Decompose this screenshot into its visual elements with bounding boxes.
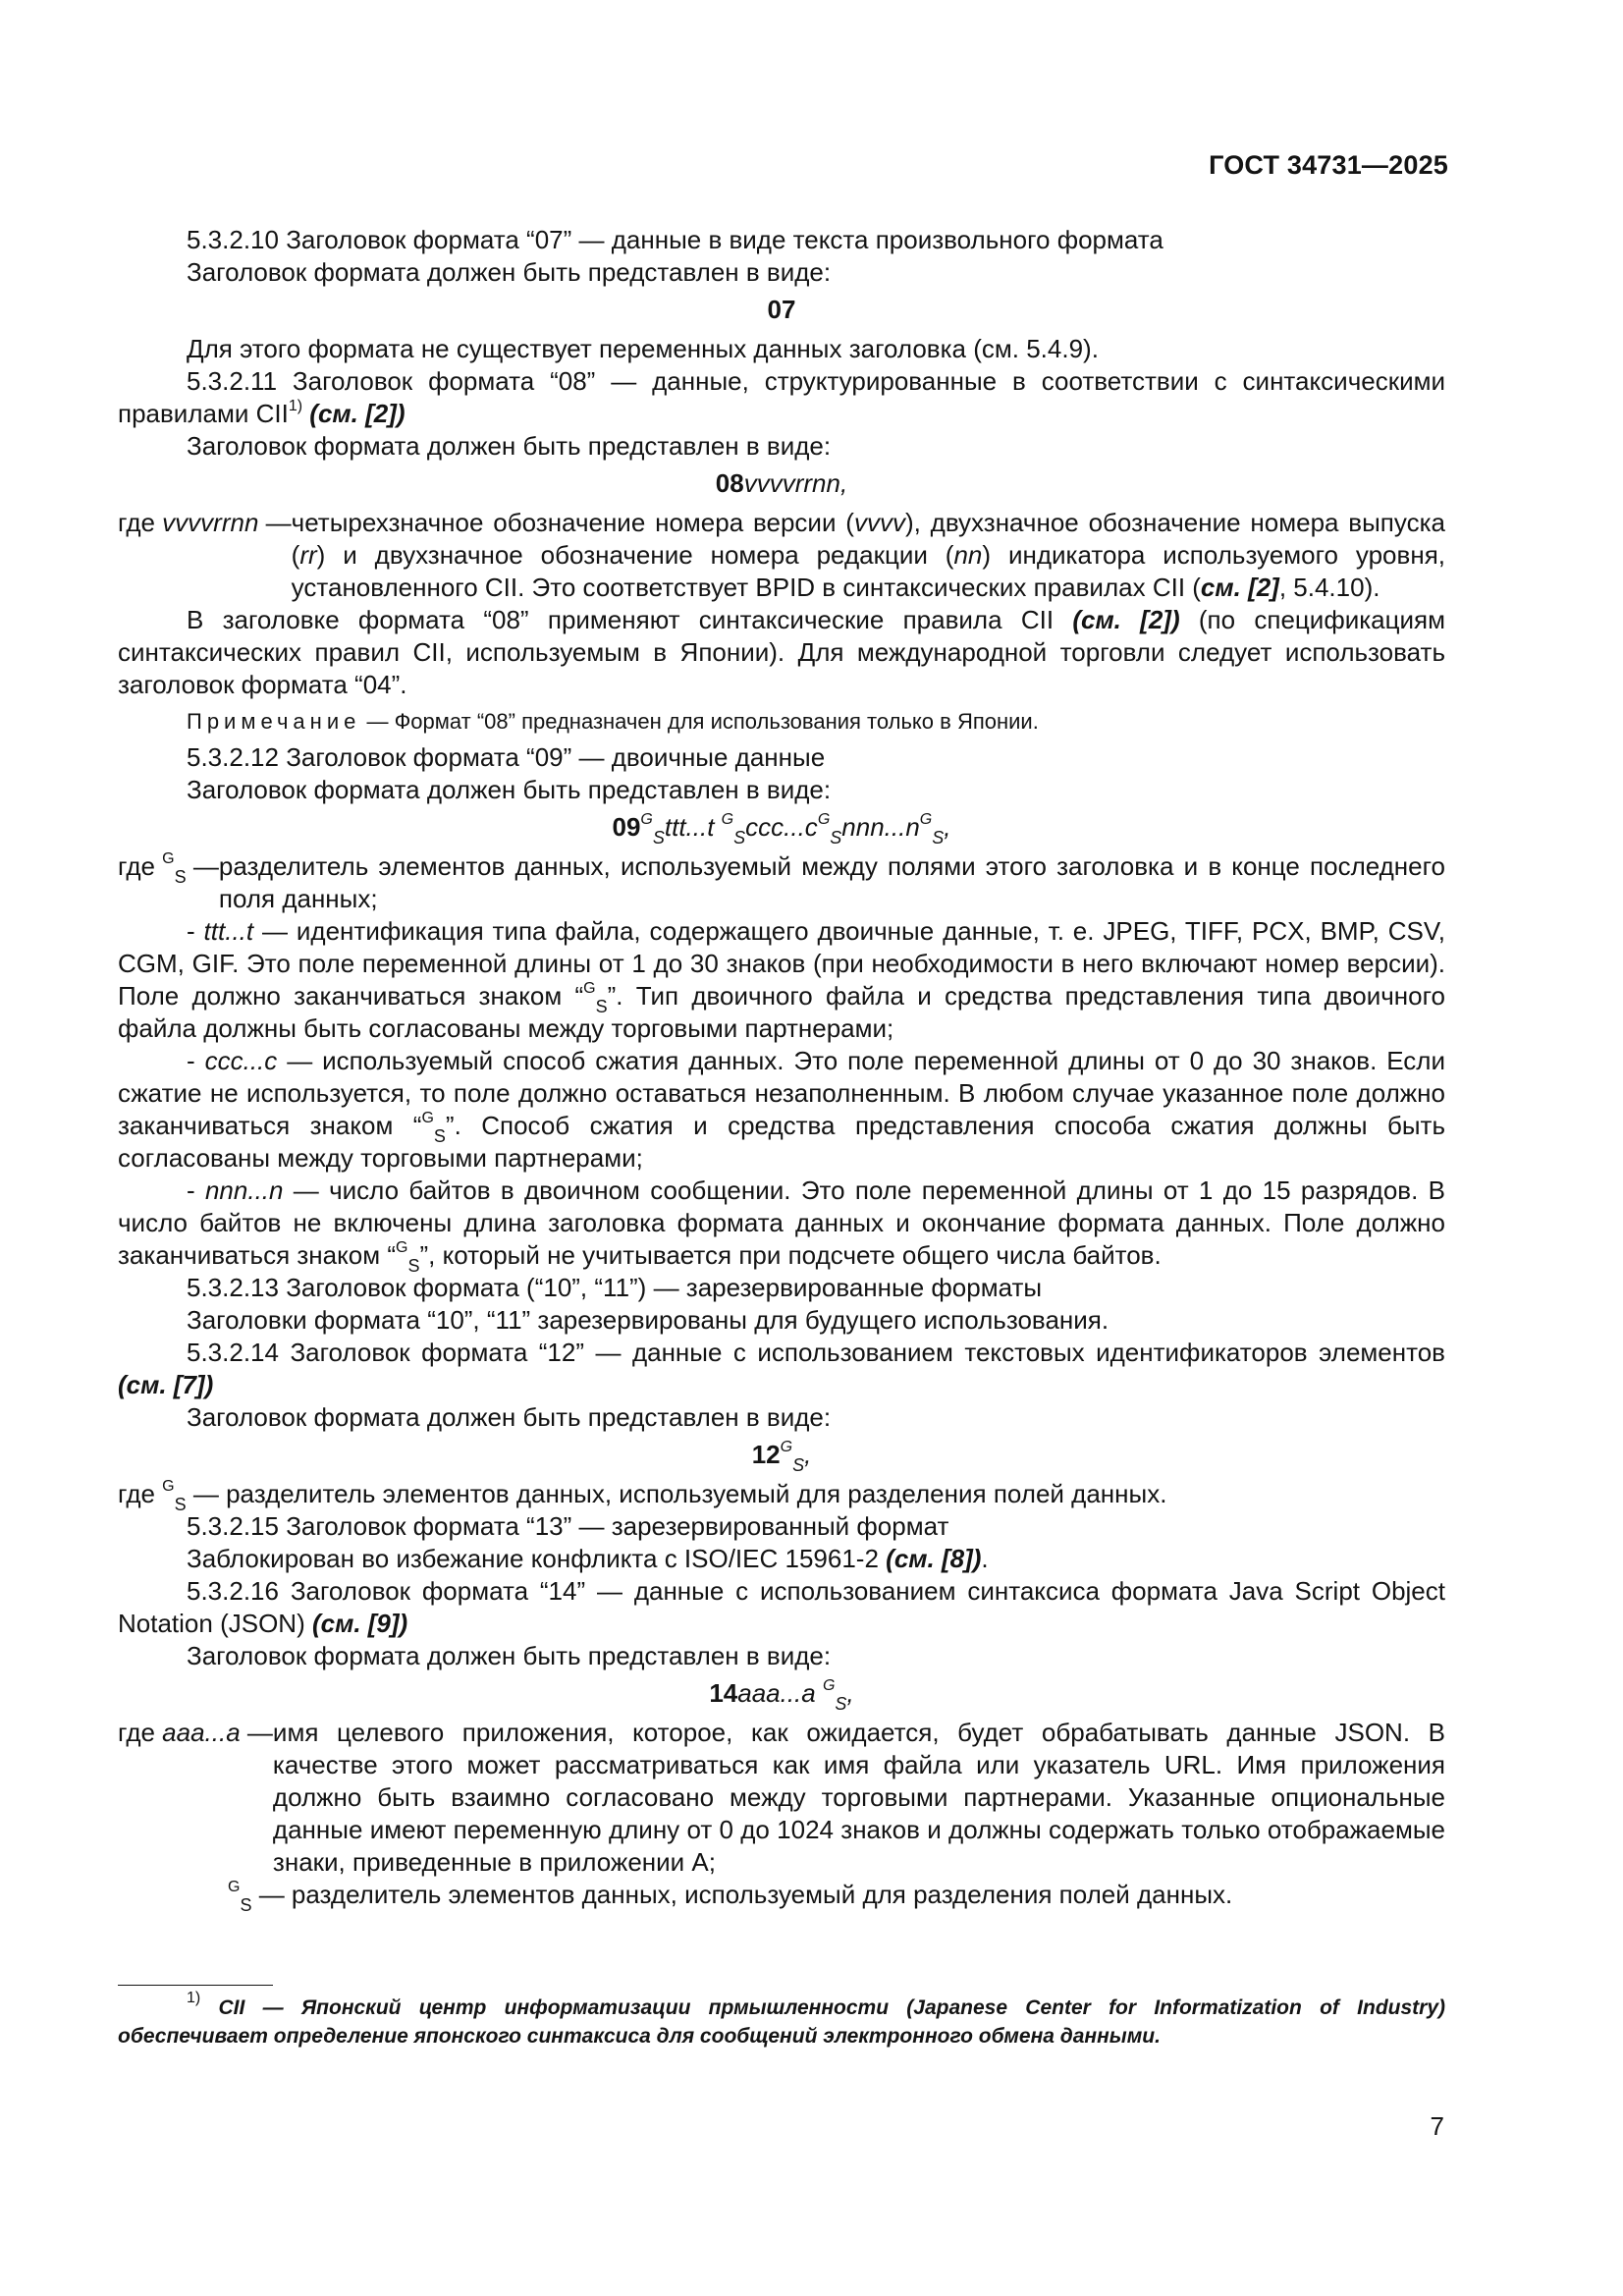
definition-gs-14: $^G_S$ — разделитель элементов данных, используемый для разделения полей данных. (228, 1879, 1233, 1915)
format-14: 14aaa...a $^G_S$, (709, 1677, 854, 1714)
section-5-3-2-14-repr: Заголовок формата должен быть представлен в виде: (187, 1402, 832, 1432)
reference: (см. [2]) (1072, 605, 1180, 634)
format-12: $12^G_S$, (751, 1439, 812, 1475)
definition-aaa: где aaa...a — имя целевого приложения, которое, как ожидается, будет обрабатывать данные JSON. В качестве этого может рассматриваться как имя файла или указатель URL. Имя приложения должно быть взаимно согласовано между торговыми партнерами. Указанные опциональные данные имеют переменную длину от 0 до 1024 знаков и должны содержать только отображаемые знаки, приведенные в приложении А; (118, 1718, 1445, 1877)
reference: (см. [8]) (886, 1544, 982, 1573)
section-5-3-2-10-novar: Для этого формата не существует переменных данных заголовка (см. 5.4.9). (187, 334, 1099, 363)
format-09: $09^G_Sttt...t$ $^G_Sccc...c^G_Snnn...n^G_S$, (612, 811, 951, 847)
page-number: 7 (1430, 2111, 1444, 2141)
section-5-3-2-13-title: 5.3.2.13 Заголовок формата (“10”, “11”) — зарезервированные форматы (187, 1273, 1043, 1302)
section-5-3-2-15-text: Заблокирован во избежание конфликта с ISO/IEC 15961-2 (см. [8]). (187, 1544, 989, 1573)
item-ccc: - ccc...c — используемый способ сжатия данных. Это поле переменной длины от 0 до 30 знаков. Если сжатие не используется, то поле должно оставаться незаполненным. В любом случае указанное поле должно заканчиваться знаком “$^G_S$”. Способ сжатия и средства представления способа сжатия должны быть согласованы между торговыми партнерами; (118, 1046, 1445, 1173)
section-5-3-2-12-repr: Заголовок формата должен быть представлен в виде: (187, 775, 832, 804)
item-nnn: - nnn...n — число байтов в двоичном сообщении. Это поле переменной длины от 1 до 15 разрядов. В число байтов не включены длина заголовка формата данных и окончание формата данных. Поле должно заканчиваться знаком “$^G_S$”, который не учитывается при подсчете общего числа байтов. (118, 1175, 1445, 1276)
section-5-3-2-11-title: 5.3.2.11 Заголовок формата “08” — данные, структурированные в соответствии с синтаксическими правилами CII$^{1)}$ (см. [2]) (118, 366, 1445, 428)
document-body (118, 224, 1446, 1915)
section-5-3-2-16-title: 5.3.2.16 Заголовок формата “14” — данные с использованием синтаксиса формата Java Script Object Notation (JSON) (см. [9]) (118, 1576, 1445, 1638)
definition-vvvvrrnn: где vvvvrrnn — четырехзначное обозначение номера версии (vvvv), двухзначное обозначение номера выпуска (rr) и двухзначное обозначение номера редакции (nn) индикатора используемого уровня, установленного CII. Это соответствует BPID в синтаксических правилах CII (см. [2], 5.4.10). (118, 508, 1445, 602)
format-07: 07 (767, 295, 796, 324)
section-5-3-2-11-repr: Заголовок формата должен быть представлен в виде: (187, 431, 832, 461)
section-5-3-2-16-repr: Заголовок формата должен быть представлен в виде: (187, 1641, 832, 1670)
format-08: 08vvvvrrnn, (715, 468, 848, 498)
footnote: $^{1)}$ CII — Японский центр информатизации прмышленности (Japanese Center for Informatization of Industry) обеспечивает определение японского синтаксиса для сообщений электронного обмена данными. (118, 1990, 1445, 2048)
section-5-3-2-14-title: 5.3.2.14 Заголовок формата “12” — данные с использованием текстовых идентификаторов элементов (см. [7]) (118, 1338, 1445, 1399)
section-5-3-2-15-title: 5.3.2.15 Заголовок формата “13” — зарезервированный формат (187, 1511, 949, 1541)
section-5-3-2-12-title: 5.3.2.12 Заголовок формата “09” — двоичные данные (187, 742, 826, 772)
section-5-3-2-13-text: Заголовки формата “10”, “11” зарезервированы для будущего использования. (187, 1305, 1109, 1335)
definition-gs-12: где $^G_S$ — разделитель элементов данных, используемый для разделения полей данных. (118, 1478, 1167, 1514)
reference: см. [2] (1200, 573, 1279, 602)
reference: (см. [9]) (311, 1609, 408, 1638)
section-5-3-2-10-title: 5.3.2.10 Заголовок формата “07” — данные в виде текста произвольного формата (187, 225, 1163, 254)
item-ttt: - ttt...t — идентификация типа файла, содержащего двоичные данные, т. е. JPEG, TIFF, PCX, BMP, CSV, CGM, GIF. Это поле переменной длины от 1 до 30 знаков (при необходимости в него включают номер версии). Поле должно заканчиваться знаком “$^G_S$”. Тип двоичного файла и средства представления типа двоичного файла должны быть согласованы между торговыми партнерами; (118, 916, 1445, 1043)
section-5-3-2-10-repr: Заголовок формата должен быть представлен в виде: (187, 257, 832, 287)
reference: (см. [7]) (118, 1370, 214, 1399)
note: Примечание — Формат “08” предназначен для использования только в Японии. (187, 709, 1039, 734)
footnote-separator (118, 1985, 273, 1986)
reference: (см. [2]) (309, 399, 406, 428)
note-label: Примечание (187, 709, 361, 734)
definition-gs: где $^G_S$ — разделитель элементов данных, используемый между полями этого заголовка и в конце последнего поля данных; (118, 850, 1445, 913)
section-5-3-2-11-usage: В заголовке формата “08” применяют синтаксические правила CII (см. [2]) (по спецификациям синтаксических правил CII, используемым в Японии). Для международной торговли следует использовать заголовок формата “04”. (118, 605, 1446, 699)
footnote-marker: 1) (288, 398, 303, 414)
document-header: ГОСТ 34731—2025 (1209, 150, 1448, 180)
